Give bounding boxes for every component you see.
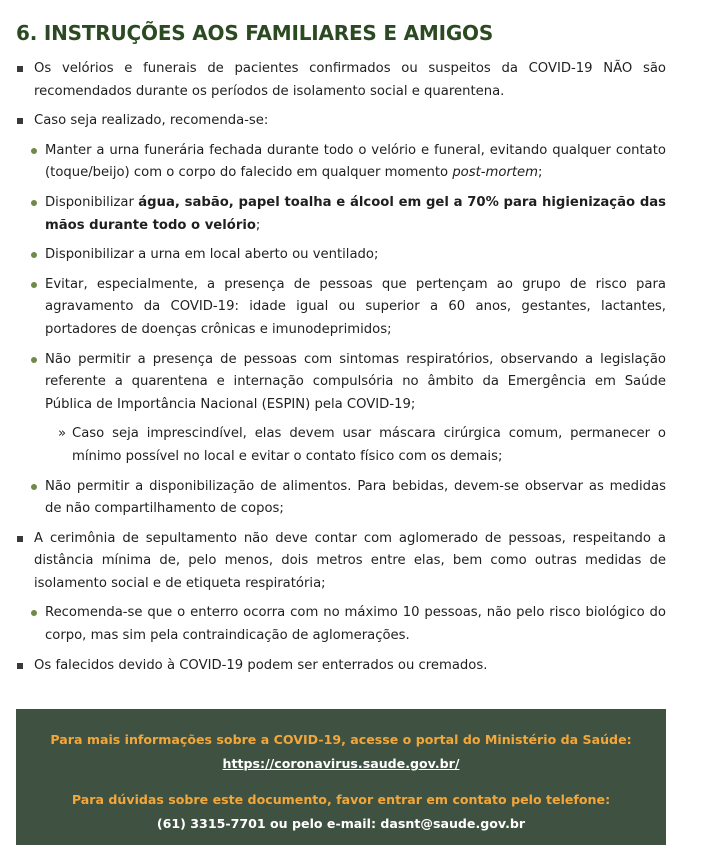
spacer (16, 267, 666, 274)
item-text: ; (255, 217, 261, 233)
item-text-bold: água, sabão, papel toalha e álcool em gel a 70% para higienização das mãos durante todo o velório (45, 194, 667, 233)
sub-list-item (16, 274, 666, 342)
spacer (16, 648, 666, 655)
spacer (16, 521, 666, 528)
item-text: Evitar, especialmente, a presença de pessoas que pertençam ao grupo de risco para agravamento da COVID-19: idade igual ou superior a 60 anos, gestantes, lactantes, portadores de doenças crônicas e imunodeprimidos; (45, 276, 666, 337)
sub-list-item (16, 140, 666, 185)
spacer (16, 595, 666, 602)
list-item (16, 655, 666, 678)
item-text: Disponibilizar a urna em local aberto ou ventilado; (45, 247, 379, 263)
sub-list-item (16, 192, 666, 237)
spacer (16, 416, 666, 423)
portal-link[interactable]: https://coronavirus.saude.gov.br/ (222, 756, 460, 771)
item-text: Caso seja imprescindível, elas devem usar máscara cirúrgica comum, permanecer o mínimo possível no local e evitar o contato físico com os demais; (72, 426, 666, 464)
spacer (16, 342, 666, 349)
spacer (16, 133, 666, 140)
info-box (16, 709, 666, 845)
raquo-marker: » (58, 426, 67, 442)
section-title: 6. INSTRUÇÕES AOS FAMILIARES E AMIGOS (16, 21, 494, 45)
spacer (16, 469, 666, 476)
document-page (16, 0, 666, 677)
item-text: A cerimônia de sepultamento não deve contar com aglomerado de pessoas, respeitando a distância mínima de, pelo menos, dois metros entre elas, bem como outras medidas de isolamento social e de etiqueta respiratória; (34, 530, 666, 591)
sub-list-item (16, 602, 666, 647)
spacer (16, 237, 666, 244)
sub-list-item (16, 349, 666, 417)
item-text: Caso seja realizado, recomenda-se: (34, 113, 269, 129)
item-text: Os falecidos devido à COVID-19 podem ser enterrados ou cremados. (34, 657, 488, 673)
item-text-italic: post-mortem (452, 165, 539, 181)
list-item (16, 58, 666, 103)
info-line-portal: Para mais informações sobre a COVID-19, acesse o portal do Ministério da Saúde: (50, 732, 632, 747)
list-item (16, 528, 666, 596)
info-line-contact: Para dúvidas sobre este documento, favor entrar em contato pelo telefone: (71, 792, 611, 807)
item-text: Os velórios e funerais de pacientes confirmados ou suspeitos da COVID-19 NÃO são recomendados durante os períodos de isolamento social e quarentena. (34, 61, 666, 99)
sub-list-item (16, 244, 666, 267)
item-text: Disponibilizar (45, 194, 139, 210)
sub-list-item (16, 476, 666, 521)
item-text: Manter a urna funerária fechada durante todo o velório e funeral, evitando qualquer contato (toque/beijo) com o corpo do falecido em qualquer momento (45, 142, 666, 181)
sub-sub-list-item (16, 423, 666, 468)
item-text: Não permitir a presença de pessoas com sintomas respiratórios, observando a legislação referente a quarentena e internação compulsória no âmbito da Emergência em Saúde Pública de Importância Nacional (ESPIN) pela COVID-19; (45, 351, 666, 412)
item-text: Não permitir a disponibilização de alimentos. Para bebidas, devem-se observar as medidas de não compartilhamento de copos; (45, 478, 666, 517)
spacer (16, 103, 666, 110)
item-text: ; (538, 165, 543, 181)
item-text: Recomenda-se que o enterro ocorra com no máximo 10 pessoas, não pelo risco biológico do corpo, mas sim pela contraindicação de aglomerações. (45, 605, 666, 644)
contact-details: (61) 3315-7701 ou pelo e-mail: dasnt@saude.gov.br (156, 816, 526, 831)
spacer (16, 185, 666, 192)
list-item (16, 110, 666, 133)
instructions-list (16, 58, 666, 677)
